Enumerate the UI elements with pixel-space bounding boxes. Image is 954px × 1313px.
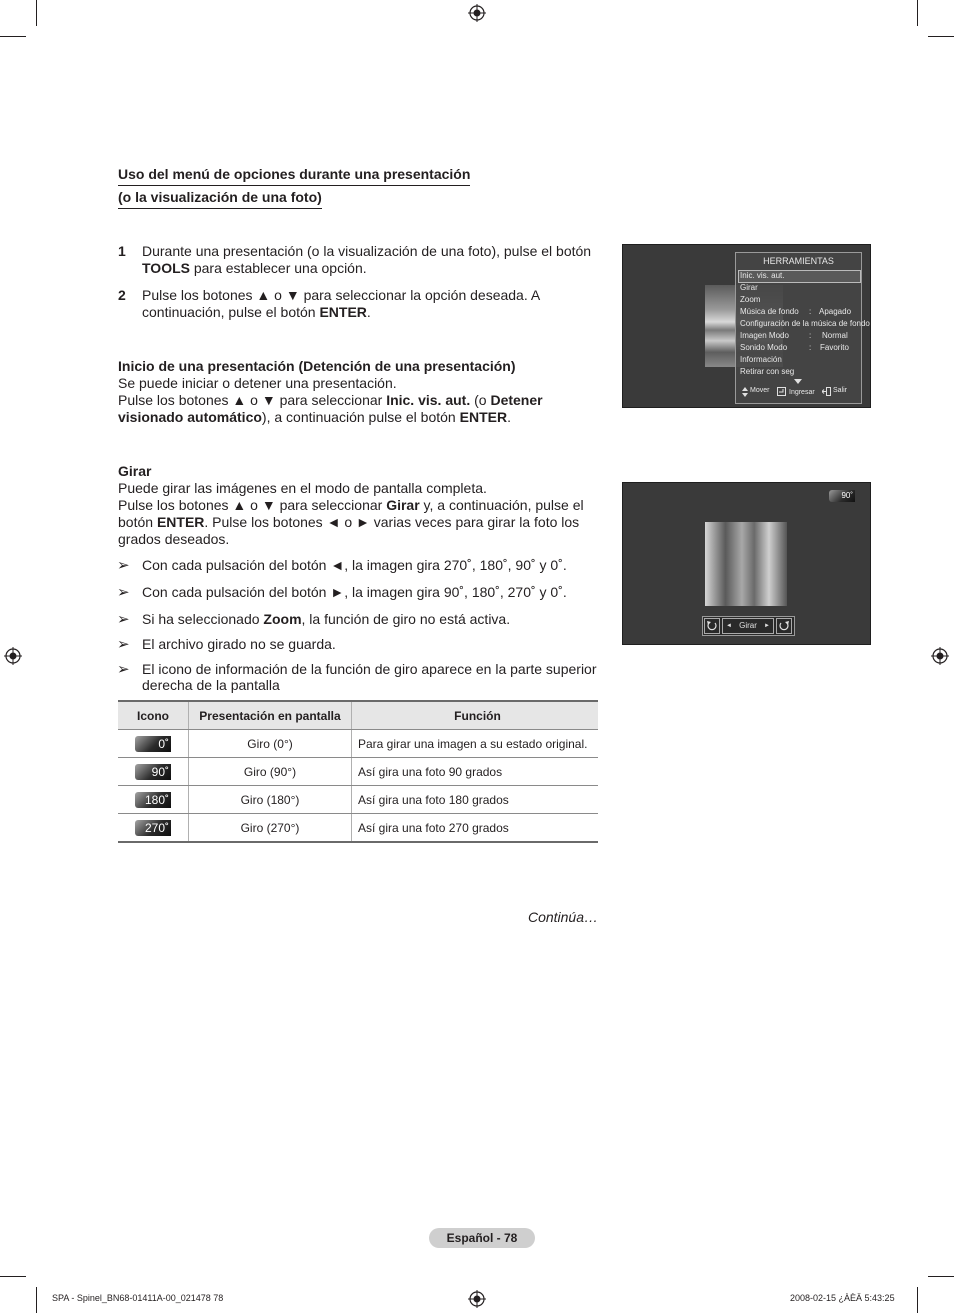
registration-mark-icon: [4, 647, 22, 665]
print-footer-left: SPA - Spinel_BN68-01411A-00_021478 78: [52, 1293, 224, 1303]
menu-title: HERRAMIENTAS: [763, 256, 834, 266]
table-header: Icono: [118, 701, 189, 730]
menu-item-background-music[interactable]: Música de fondo: [740, 307, 799, 316]
menu-item-safe-remove[interactable]: Retirar con seg: [740, 367, 795, 376]
note-text: Si ha seleccionado Zoom, la función de giro no está activa.: [142, 611, 511, 627]
paragraph: Puede girar las imágenes en el modo de pantalla completa.: [118, 480, 487, 496]
rotate-mode-label: Girar: [739, 621, 757, 630]
rotation-table: [118, 700, 598, 843]
note-arrow-icon: ➢: [117, 636, 130, 653]
crop-mark: [0, 36, 26, 37]
menu-item-information[interactable]: Información: [740, 355, 782, 364]
footer-enter: Ingresar: [789, 389, 815, 396]
rotation-badge-icon: 270˚: [135, 820, 171, 836]
rotation-info-badge: [829, 490, 855, 502]
menu-item-rotate[interactable]: Girar: [740, 283, 758, 292]
page-number: Español - 78: [429, 1228, 535, 1248]
table-cell: Así gira una foto 90 grados: [352, 758, 599, 786]
menu-item-picture-mode[interactable]: Imagen Modo: [740, 331, 789, 340]
rotate-control-bar: [702, 616, 795, 636]
print-footer-right: 2008-02-15 ¿ÀÈÄ 5:43:25: [790, 1293, 895, 1303]
menu-item-sound-mode[interactable]: Sonido Modo: [740, 343, 788, 352]
table-header: Función: [352, 701, 599, 730]
rotate-mode-selector[interactable]: [722, 618, 774, 634]
table-header-row: [118, 701, 598, 730]
table-row: [118, 730, 598, 758]
note-arrow-icon: ➢: [117, 557, 130, 574]
table-row: [118, 758, 598, 786]
tools-menu: [735, 252, 870, 404]
crop-mark: [36, 0, 37, 26]
menu-value-music: Apagado: [819, 307, 852, 316]
table-row: [118, 786, 598, 814]
subsection-title: Inicio de una presentación (Detención de una presentación): [118, 358, 516, 374]
note-text: Con cada pulsación del botón ►, la imagen gira 90˚, 180˚, 270˚ y 0˚.: [142, 584, 567, 600]
table-cell: Giro (180°): [189, 786, 352, 814]
continues-label: Continúa…: [527, 909, 598, 925]
rotation-badge-icon: 0˚: [135, 736, 171, 752]
footer-exit: Salir: [833, 387, 848, 394]
menu-value-sep: :: [809, 343, 812, 352]
rotate-right-button[interactable]: [776, 618, 792, 634]
exit-icon: [822, 387, 831, 396]
rotate-left-icon: [705, 619, 719, 633]
menu-value-sound: Favorito: [820, 343, 849, 352]
photo-rotated: [705, 522, 787, 606]
crop-mark: [0, 1276, 26, 1277]
step-text: Pulse los botones ▲ o ▼ para seleccionar la opción deseada. A continuación, pulse el botón ENTER.: [142, 287, 540, 320]
menu-value-sep: :: [809, 307, 812, 316]
section-heading: Uso del menú de opciones durante una presentación: [118, 166, 470, 186]
crop-mark: [917, 0, 918, 26]
crop-mark: [917, 1287, 918, 1313]
registration-mark-icon: [931, 647, 949, 665]
rotation-badge-icon: 90˚: [135, 764, 171, 780]
move-icon: [742, 387, 748, 397]
rotation-badge-text: 90˚: [841, 491, 853, 500]
paragraph: Se puede iniciar o detener una presentación.: [118, 375, 397, 391]
note-text: El archivo girado no se guarda.: [142, 636, 336, 652]
registration-mark-icon: [468, 4, 486, 22]
subsection-title: Girar: [118, 463, 152, 479]
table-cell: Así gira una foto 180 grados: [352, 786, 599, 814]
table-cell: Para girar una imagen a su estado original.: [352, 730, 599, 758]
menu-value-picture: Normal: [822, 331, 848, 340]
rotation-badge-icon: 180˚: [135, 792, 171, 808]
registration-mark-icon: [468, 1290, 486, 1308]
footer-move: Mover: [750, 387, 770, 394]
menu-item-music-settings[interactable]: Configuración de la música de fondo: [740, 319, 870, 328]
note-text: El icono de información de la función de giro aparece en la parte superior derecha de la pantalla: [142, 661, 597, 693]
arrow-right-icon: ►: [764, 623, 770, 629]
table-row: [118, 814, 598, 843]
tools-menu-screenshot: [622, 244, 871, 408]
arrow-left-icon: ◄: [726, 623, 732, 629]
rotate-section: [118, 463, 588, 548]
table-cell: Así gira una foto 270 grados: [352, 814, 599, 843]
crop-mark: [928, 1276, 954, 1277]
section-heading: (o la visualización de una foto): [118, 189, 322, 209]
table-cell: Giro (90°): [189, 758, 352, 786]
menu-value-sep: :: [809, 331, 812, 340]
paragraph: Pulse los botones ▲ o ▼ para seleccionar Girar y, a continuación, pulse el botón ENTER. Pulse los botones ◄ o ► varias veces para girar la foto los grados deseados.: [118, 497, 584, 547]
table-header: Presentación en pantalla: [189, 701, 352, 730]
table-cell: Giro (270°): [189, 814, 352, 843]
note-arrow-icon: ➢: [117, 661, 130, 678]
step-text: Durante una presentación (o la visualización de una foto), pulse el botón TOOLS para establecer una opción.: [142, 243, 592, 276]
note-text: Con cada pulsación del botón ◄, la imagen gira 270˚, 180˚, 90˚ y 0˚.: [142, 557, 567, 573]
note-arrow-icon: ➢: [117, 584, 130, 601]
paragraph: Pulse los botones ▲ o ▼ para seleccionar Inic. vis. aut. (o Detener visionado automático), a continuación pulse el botón ENTER.: [118, 392, 543, 425]
rotate-right-icon: [777, 619, 791, 633]
note-arrow-icon: ➢: [117, 611, 130, 628]
menu-item-zoom[interactable]: Zoom: [740, 295, 761, 304]
slideshow-section: [118, 358, 588, 426]
table-cell: Giro (0°): [189, 730, 352, 758]
step-number: 1: [118, 243, 126, 259]
crop-mark: [928, 36, 954, 37]
menu-item-slideshow[interactable]: Inic. vis. aut.: [740, 271, 785, 280]
step-number: 2: [118, 287, 126, 303]
rotate-left-button[interactable]: [704, 618, 720, 634]
scroll-down-icon: [794, 379, 802, 385]
enter-icon: [777, 387, 786, 396]
rotate-screenshot: [622, 482, 871, 645]
crop-mark: [36, 1287, 37, 1313]
